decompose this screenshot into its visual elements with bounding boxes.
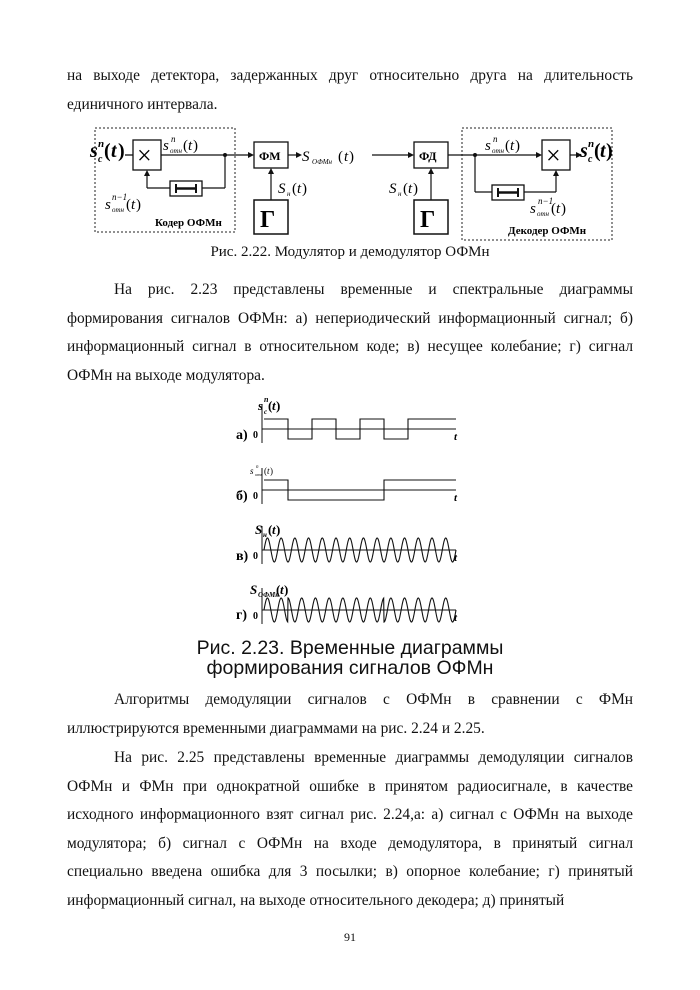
generator-2-signal-label: [389, 181, 418, 198]
svg-text:n: n: [256, 465, 259, 470]
svg-text:(: (: [126, 197, 131, 213]
svg-text:(: (: [594, 140, 601, 162]
decoder-feedback-label: [530, 196, 566, 218]
page-number: 91: [344, 930, 356, 944]
paragraph-3: Алгоритмы демодуляции сигналов с ОФМн в сравнении с ФМн иллюстрируются временными диаграммами на рис. 2.24 и 2.25.: [67, 691, 633, 737]
svg-text:t: t: [188, 138, 193, 154]
figure-2-23-caption-line-2: формирования сигналов ОФМн: [206, 657, 494, 679]
svg-text:(: (: [551, 201, 556, 217]
svg-text:): ): [193, 138, 198, 154]
svg-text:): ): [270, 466, 273, 476]
figure-2-23-caption-line-1: Рис. 2.23. Временные диаграммы: [196, 637, 504, 659]
svg-text:n: n: [264, 395, 269, 404]
decoder-output-label: [579, 138, 613, 165]
panel-label-g: г): [236, 608, 248, 623]
svg-text:): ): [413, 181, 418, 197]
svg-text:t: t: [111, 140, 117, 162]
svg-text:ОФМн: ОФМн: [312, 158, 333, 166]
svg-text:(: (: [276, 582, 281, 597]
svg-text:t: t: [600, 140, 606, 162]
svg-text:n: n: [171, 134, 176, 144]
decoder-input-label: [485, 134, 520, 155]
generator-label-2: Г: [420, 207, 436, 233]
signal-label-a: [257, 395, 280, 416]
signal-label-g: [250, 582, 288, 599]
panel-label-b: б): [236, 489, 248, 504]
paragraph-1: на выходе детектора, задержанных друг относительно друга на длительность единичного интервала.: [67, 67, 633, 113]
coder-label: Кодер ОФМн: [155, 217, 222, 229]
svg-text:t: t: [297, 181, 302, 197]
coder-feedback-label: [105, 192, 141, 214]
svg-text:(: (: [264, 466, 267, 476]
svg-text:отн: отн: [537, 210, 550, 218]
svg-text:t: t: [510, 138, 515, 154]
figure-2-22-block-diagram: [0, 120, 700, 242]
zero-tick-label-2: 0: [253, 551, 258, 562]
svg-text:н: н: [263, 531, 267, 539]
zero-tick-label-0: 0: [253, 430, 258, 441]
fm-label: ФМ: [259, 149, 281, 163]
paragraph-2: На рис. 2.23 представлены временные и спектральные диаграммы формирования сигналов ОФМн: а) непериодический информационный сигнал; б) информационный сигнал в относительном коде; в) несущее колебание; г) сигнал ОФМн на выходе модулятора.: [67, 281, 633, 384]
t-axis-label-1: t: [454, 492, 458, 504]
svg-text:n−1: n−1: [538, 196, 554, 206]
svg-text:): ): [606, 140, 613, 162]
svg-text:отн: отн: [492, 147, 505, 155]
svg-text:(: (: [292, 181, 297, 197]
svg-text:): ): [276, 398, 281, 413]
signal-label-v: [255, 522, 280, 539]
t-axis-label-3: t: [454, 612, 458, 624]
svg-text:(: (: [268, 398, 273, 413]
svg-text:н: н: [398, 190, 402, 198]
svg-text:×: ×: [546, 141, 561, 170]
svg-text:S: S: [255, 522, 263, 537]
panel-label-a: а): [236, 428, 248, 443]
panel-label-v: в): [236, 549, 249, 564]
svg-text:(: (: [505, 138, 510, 154]
svg-text:): ): [136, 197, 141, 213]
svg-text:s: s: [90, 140, 98, 162]
svg-text:s: s: [530, 201, 536, 217]
svg-text:): ): [284, 582, 289, 597]
svg-text:t: t: [556, 201, 561, 217]
svg-text:t: t: [267, 466, 270, 476]
svg-text:s: s: [258, 398, 264, 413]
svg-text:s: s: [485, 138, 491, 154]
svg-text:(: (: [403, 181, 408, 197]
svg-text:): ): [561, 201, 566, 217]
svg-text:s: s: [580, 140, 588, 162]
svg-text:n: n: [493, 134, 498, 144]
svg-text:t: t: [280, 582, 284, 597]
svg-text:n: n: [98, 138, 105, 150]
svg-text:отн: отн: [255, 472, 263, 477]
svg-text:n: n: [588, 138, 595, 150]
generator-1-signal-label: [278, 181, 307, 198]
svg-text:): ): [118, 140, 125, 162]
svg-text:н: н: [287, 190, 291, 198]
fm-output-label: [302, 149, 354, 166]
fd-label: ФД: [419, 149, 437, 163]
svg-text:s: s: [163, 138, 169, 154]
svg-text:S: S: [302, 149, 310, 165]
svg-text:S: S: [278, 181, 286, 197]
svg-text:t: t: [272, 398, 276, 413]
svg-text:S: S: [250, 582, 258, 597]
figure-2-23-caption: [0, 638, 700, 678]
svg-text:n−1: n−1: [112, 192, 128, 202]
svg-text:c: c: [264, 408, 268, 416]
decoder-label: Декодер ОФМн: [508, 225, 587, 237]
t-axis-label-0: t: [454, 431, 458, 443]
coder-output-label: [163, 134, 198, 155]
svg-text:t: t: [408, 181, 413, 197]
svg-text:): ): [302, 181, 307, 197]
zero-tick-label-1: 0: [253, 491, 258, 502]
svg-text:t: t: [344, 149, 349, 165]
svg-text:): ): [276, 522, 281, 537]
svg-text:c: c: [98, 154, 103, 165]
zero-tick-label-3: 0: [253, 611, 258, 622]
svg-text:(: (: [104, 140, 111, 162]
svg-text:): ): [349, 149, 354, 165]
svg-text:ОФМн: ОФМн: [258, 591, 280, 599]
t-axis-label-2: t: [454, 552, 458, 564]
svg-text:S: S: [389, 181, 397, 197]
generator-label-1: Г: [260, 207, 276, 233]
svg-text:(: (: [338, 149, 343, 165]
svg-text:отн: отн: [170, 147, 183, 155]
svg-text:): ): [515, 138, 520, 154]
coder-input-label: [89, 138, 125, 165]
svg-text:отн: отн: [112, 206, 125, 214]
svg-text:s: s: [250, 466, 254, 476]
svg-text:t: t: [272, 522, 276, 537]
figure-2-23-timing-diagrams: [0, 392, 700, 640]
svg-text:×: ×: [137, 141, 152, 170]
svg-text:t: t: [131, 197, 136, 213]
figure-2-22-caption: Рис. 2.22. Модулятор и демодулятор ОФМн: [210, 244, 490, 260]
svg-text:c: c: [588, 154, 593, 165]
svg-text:s: s: [105, 197, 111, 213]
paragraph-4: На рис. 2.25 представлены временные диаграммы демодуляции сигналов ОФМн и ФМн при однократной ошибке в принятом радиосигнале, в качестве исходного информационного взят сигнал рис. 2.24,а: а) сигнал с ОФМн на выходе модулятора; б) сигнал с ОФМн на входе демодулятора, в принятый сигнал специально введена ошибка для 3 посылки; в) опорное колебание; г) принятый информационный сигнал, на выходе относительного декодера; д) принятый: [67, 749, 633, 909]
svg-text:(: (: [183, 138, 188, 154]
svg-text:(: (: [268, 522, 273, 537]
